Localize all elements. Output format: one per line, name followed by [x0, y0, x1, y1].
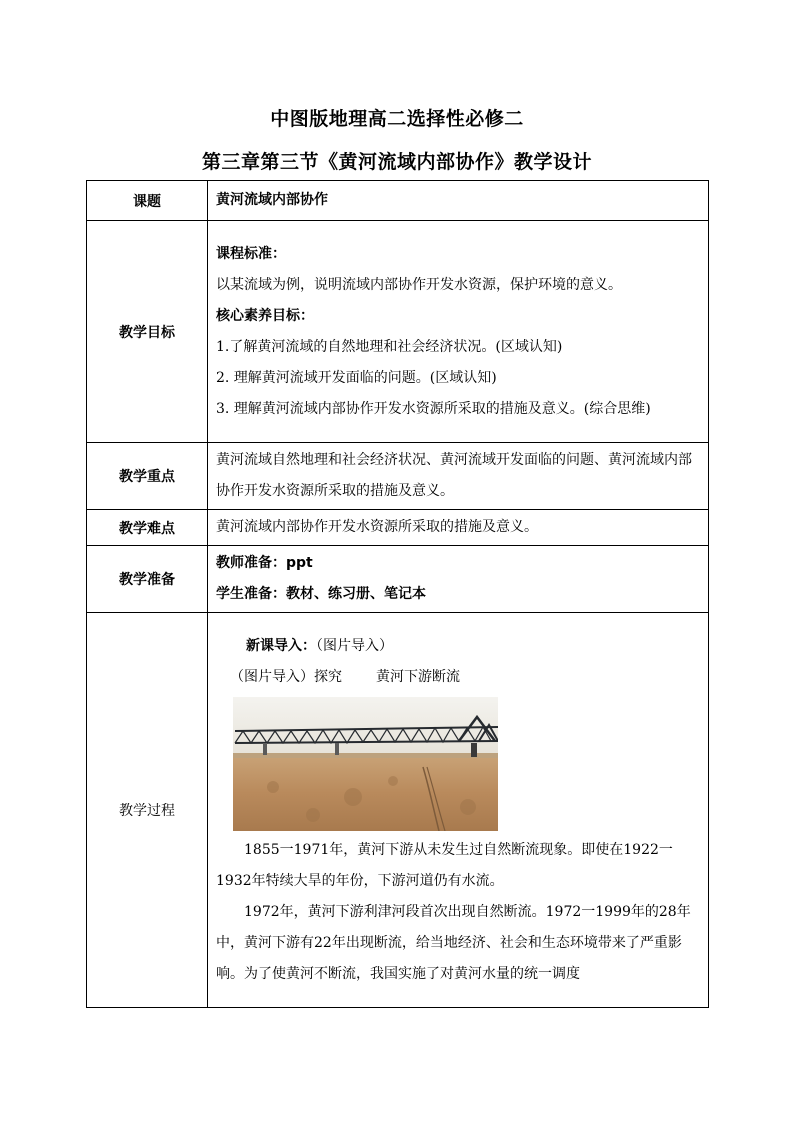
preparation-label: 教学准备	[87, 546, 208, 613]
lesson-plan-table	[86, 180, 709, 1008]
objective-item: 3. 理解黄河流域内部协作开发水资源所采取的措施及意义。(综合思维)	[216, 400, 651, 417]
core-heading: 核心素养目标：	[216, 307, 314, 324]
objectives-label: 教学目标	[87, 221, 208, 443]
standard-heading: 课程标准：	[216, 245, 286, 262]
intro-heading: 新课导入：	[246, 637, 316, 654]
preparation-cell	[208, 546, 709, 613]
standard-text: 以某流域为例，说明流域内部协作开发水资源，保护环境的意义。	[216, 276, 622, 293]
riverbed-bridge-photo-icon	[233, 697, 498, 831]
table-row	[87, 613, 709, 1008]
document-subtitle: 第三章第三节《黄河流域内部协作》教学设计	[201, 151, 592, 173]
objective-item: 1.了解黄河流域的自然地理和社会经济状况。(区域认知)	[216, 338, 563, 355]
objectives-cell	[208, 221, 709, 443]
explore-title: 黄河下游断流	[376, 668, 460, 685]
explore-prefix: （图片导入）探究	[230, 668, 342, 685]
table-row	[87, 221, 709, 443]
intro-line	[216, 631, 702, 662]
intro-note: （图片导入）	[316, 637, 393, 654]
history-paragraph-1: 1855一1971年，黄河下游从未发生过自然断流现象。即使在1922一1932年特续大旱的年份，下游河道仍有水流。	[216, 841, 673, 889]
document-title: 中图版地理高二选择性必修二	[270, 108, 524, 130]
process-cell	[208, 613, 709, 1008]
explore-line	[216, 662, 702, 693]
topic-value: 黄河流域内部协作	[208, 181, 709, 221]
process-label: 教学过程	[87, 613, 208, 1008]
key-points-text: 黄河流域自然地理和社会经济状况、黄河流域开发面临的问题、黄河流域内部协作开发水资源所采取的措施及意义。	[208, 443, 709, 510]
teacher-preparation: 教师准备：ppt	[216, 555, 313, 571]
table-row	[87, 546, 709, 613]
history-paragraph-2: 1972年，黄河下游利津河段首次出现自然断流。1972一1999年的28年中，黄河下游有22年出现断流，给当地经济、社会和生态环境带来了严重影响。为了使黄河不断流，我国实施了对黄河水量的统一调度	[216, 903, 691, 982]
table-row	[87, 443, 709, 510]
topic-label: 课题	[87, 181, 208, 221]
table-row	[87, 181, 709, 221]
key-points-label: 教学重点	[87, 443, 208, 510]
difficulties-text: 黄河流域内部协作开发水资源所采取的措施及意义。	[208, 510, 709, 546]
table-row	[87, 510, 709, 546]
objective-item: 2. 理解黄河流域开发面临的问题。(区域认知)	[216, 369, 497, 386]
student-preparation: 学生准备：教材、练习册、笔记本	[216, 586, 426, 602]
difficulties-label: 教学难点	[87, 510, 208, 546]
